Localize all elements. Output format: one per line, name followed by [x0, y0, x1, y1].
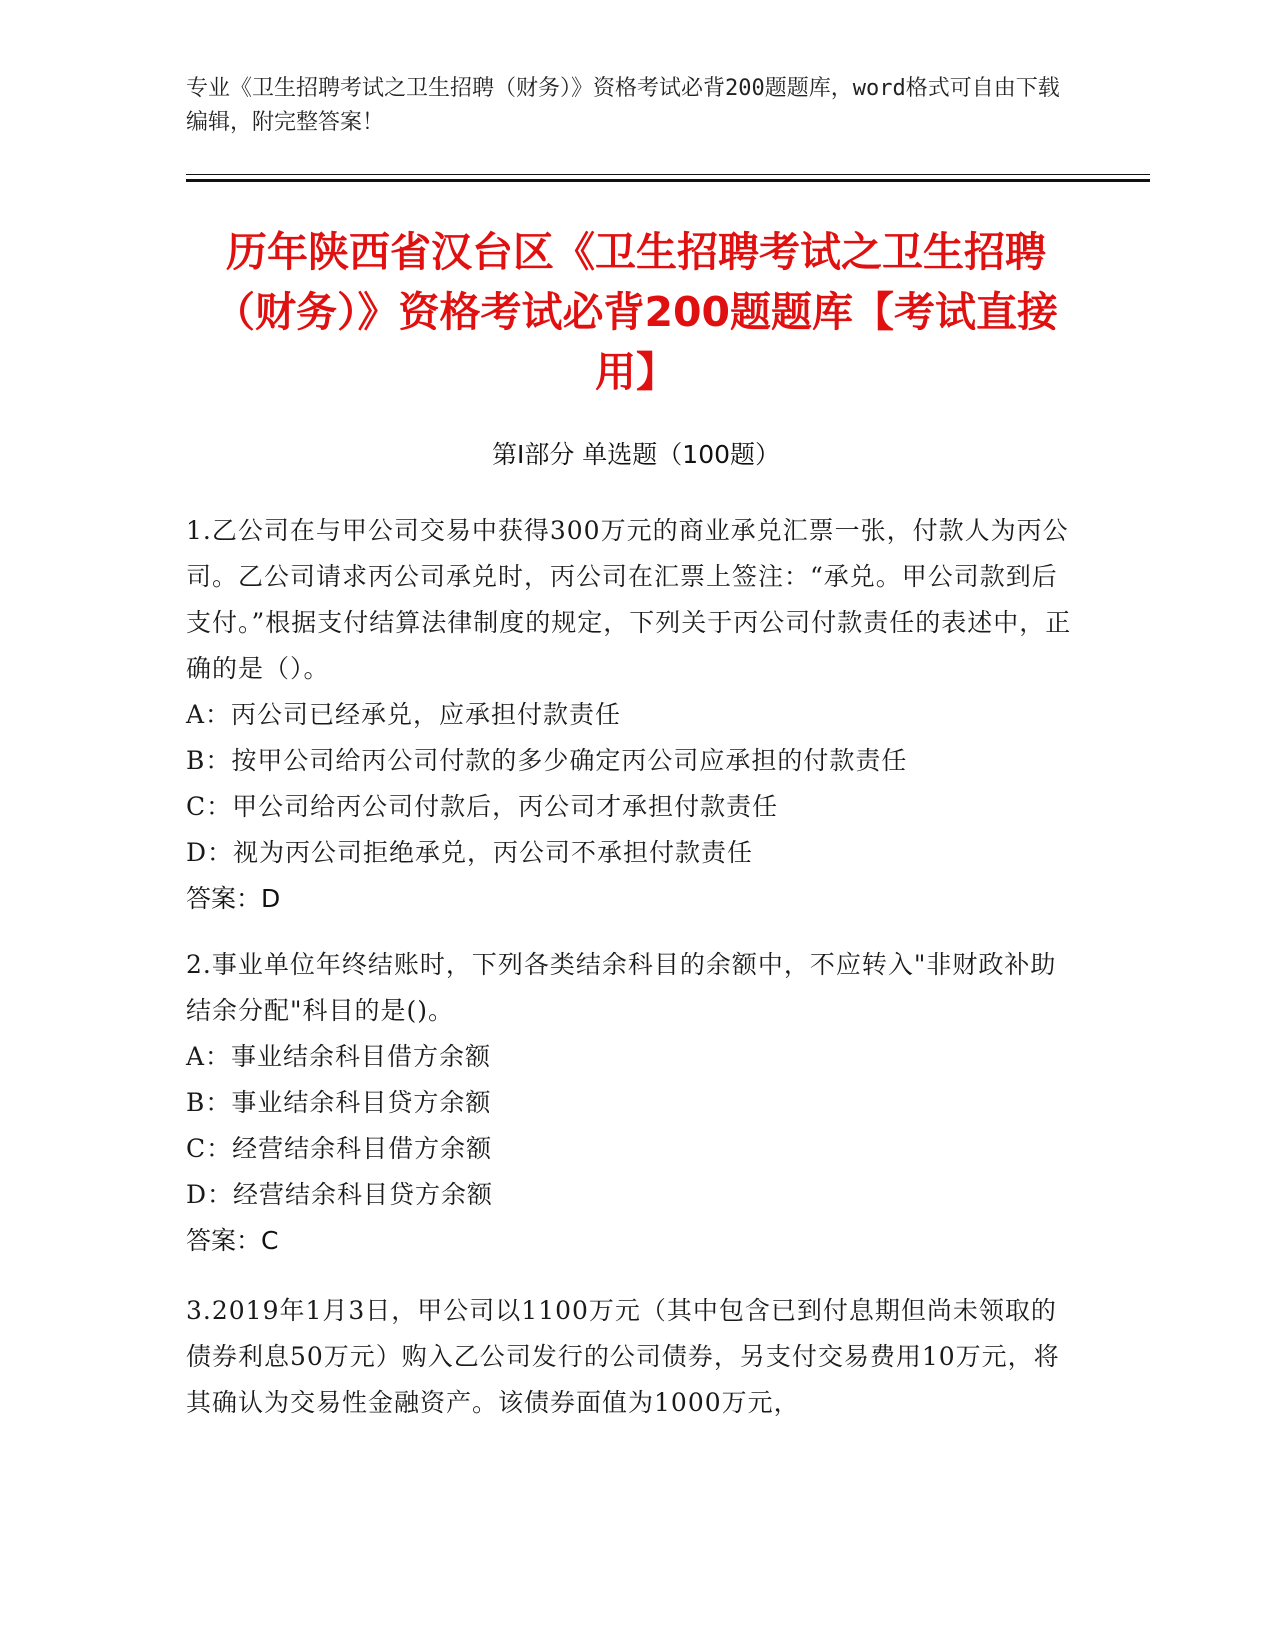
header-divider-thick	[186, 179, 1150, 182]
option-b: B：按甲公司给丙公司付款的多少确定丙公司应承担的付款责任	[186, 746, 908, 775]
question-3	[186, 1288, 1076, 1426]
answer: 答案：D	[186, 884, 281, 913]
option-c: C：甲公司给丙公司付款后，丙公司才承担付款责任	[186, 792, 779, 821]
question-stem: 3.2019年1月3日，甲公司以1100万元（其中包含已到付息期但尚未领取的债券利息50万元）购入乙公司发行的公司债券，另支付交易费用10万元，将其确认为交易性金融资产。该债券面值为1000万元，	[186, 1296, 1060, 1417]
option-b: B：事业结余科目贷方余额	[186, 1088, 492, 1117]
header-divider-thin	[186, 174, 1150, 175]
option-c: C：经营结余科目借方余额	[186, 1134, 493, 1163]
option-d: D：经营结余科目贷方余额	[186, 1180, 494, 1209]
question-stem: 1.乙公司在与甲公司交易中获得300万元的商业承兑汇票一张，付款人为丙公司。乙公司请求丙公司承兑时，丙公司在汇票上签注：“承兑。甲公司款到后支付。”根据支付结算法律制度的规定，下列关于丙公司付款责任的表述中，正确的是（）。	[186, 516, 1072, 683]
option-a: A：丙公司已经承兑，应承担付款责任	[186, 700, 622, 729]
question-2	[186, 942, 1076, 1264]
header-note: 专业《卫生招聘考试之卫生招聘（财务）》资格考试必背200题题库，word格式可自由下载编辑，附完整答案！	[186, 76, 1060, 135]
question-stem: 2.事业单位年终结账时，下列各类结余科目的余额中，不应转入"非财政补助结余分配"科目的是()。	[186, 950, 1057, 1025]
document-title: 历年陕西省汉台区《卫生招聘考试之卫生招聘（财务）》资格考试必背200题题库【考试直接用】	[213, 228, 1059, 396]
option-d: D：视为丙公司拒绝承兑，丙公司不承担付款责任	[186, 838, 754, 867]
question-1	[186, 508, 1076, 922]
section-heading: 第I部分 单选题（100题）	[491, 440, 781, 469]
option-a: A：事业结余科目借方余额	[186, 1042, 492, 1071]
answer: 答案：C	[186, 1226, 279, 1255]
